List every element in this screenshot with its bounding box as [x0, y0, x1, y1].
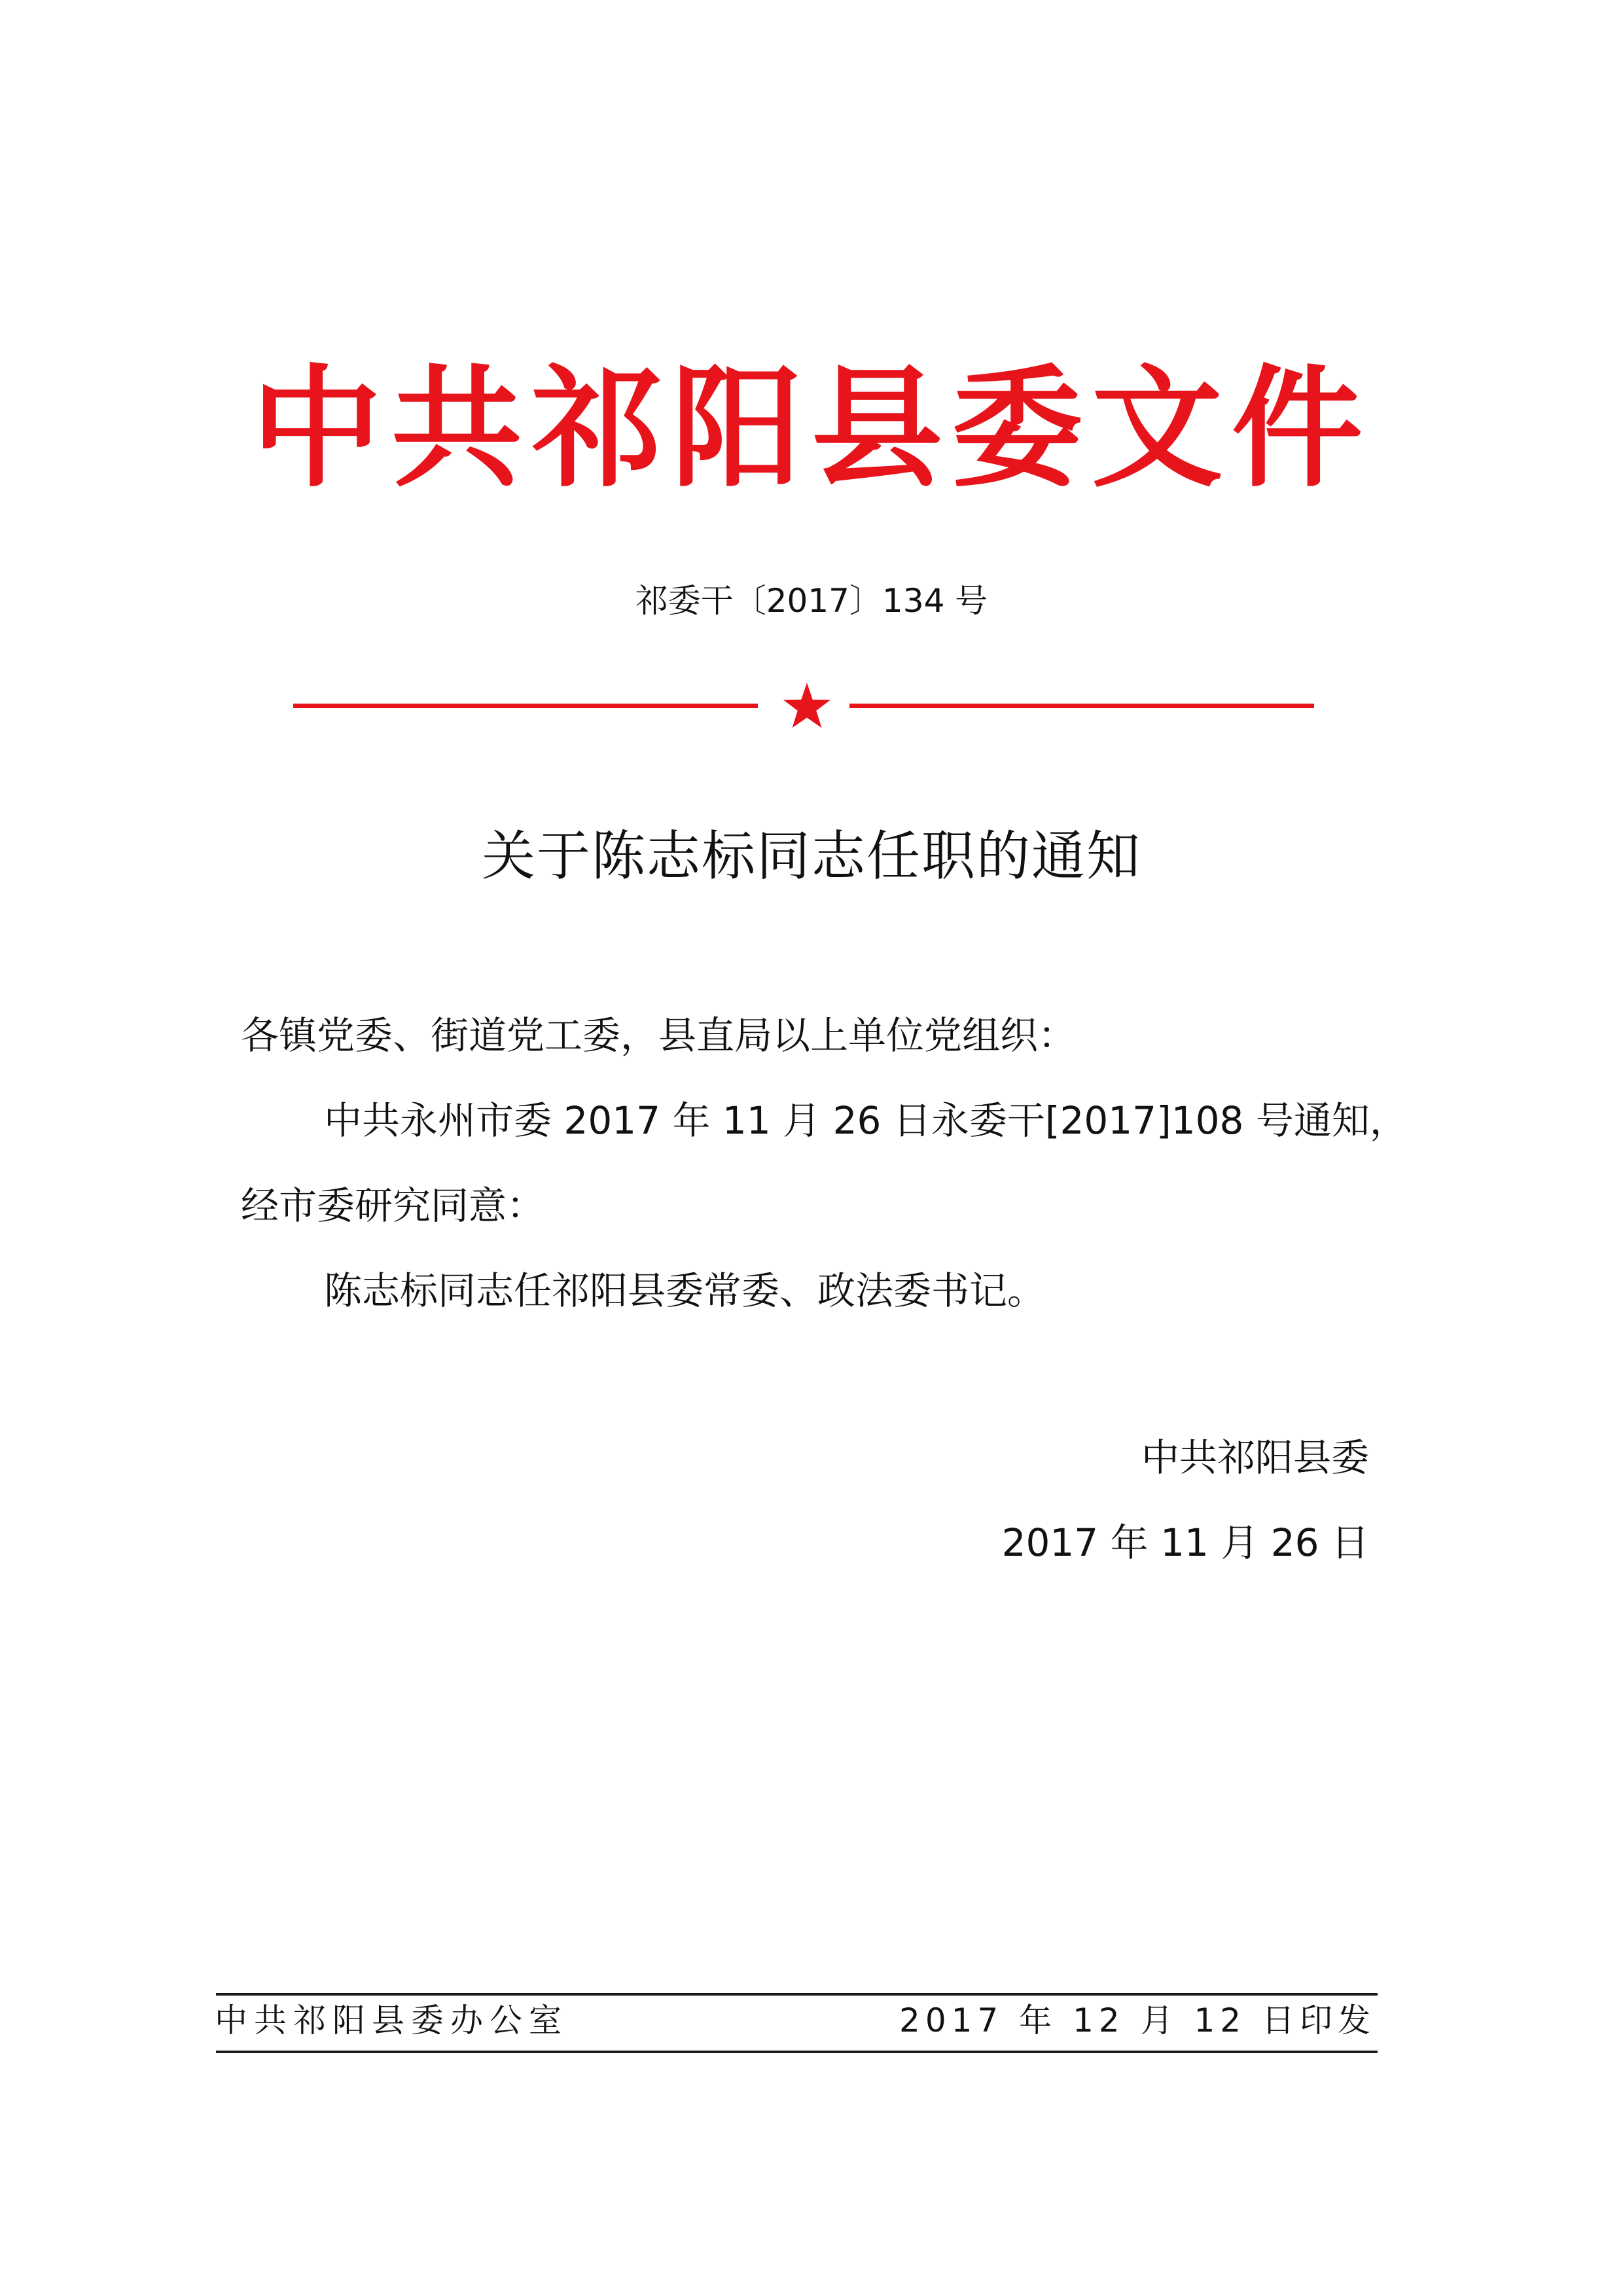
star-icon [783, 683, 830, 728]
document-number: 祁委干〔2017〕134 号 [635, 582, 988, 620]
signature-date: 2017 年 11 月 26 日 [1001, 1520, 1369, 1565]
red-divider [293, 674, 1314, 740]
paragraph-1-line-1: 中共永州市委 2017 年 11 月 26 日永委干[2017]108 号通知， [324, 1098, 1408, 1143]
salutation: 各镇党委、街道党工委，县直局以上单位党组织： [241, 1013, 1077, 1058]
footer-office: 中共祁阳县委办公室 [215, 2001, 568, 2039]
masthead-title: 中共祁阳县委文件 [251, 351, 1372, 505]
divider-line-left [293, 704, 758, 708]
signature-issuer: 中共祁阳县委 [1141, 1435, 1369, 1480]
divider-line-right [849, 704, 1314, 708]
notice-title: 关于陈志标同志任职的通知 [481, 825, 1141, 888]
footer-print-date: 2017 年 12 月 12 日印发 [899, 2001, 1376, 2039]
footer-rule-top [216, 1993, 1378, 1996]
paragraph-1-line-2: 经市委研究同意： [241, 1183, 545, 1228]
paragraph-2: 陈志标同志任祁阳县委常委、政法委书记。 [324, 1268, 1046, 1313]
footer-rule-bottom [216, 2051, 1378, 2053]
